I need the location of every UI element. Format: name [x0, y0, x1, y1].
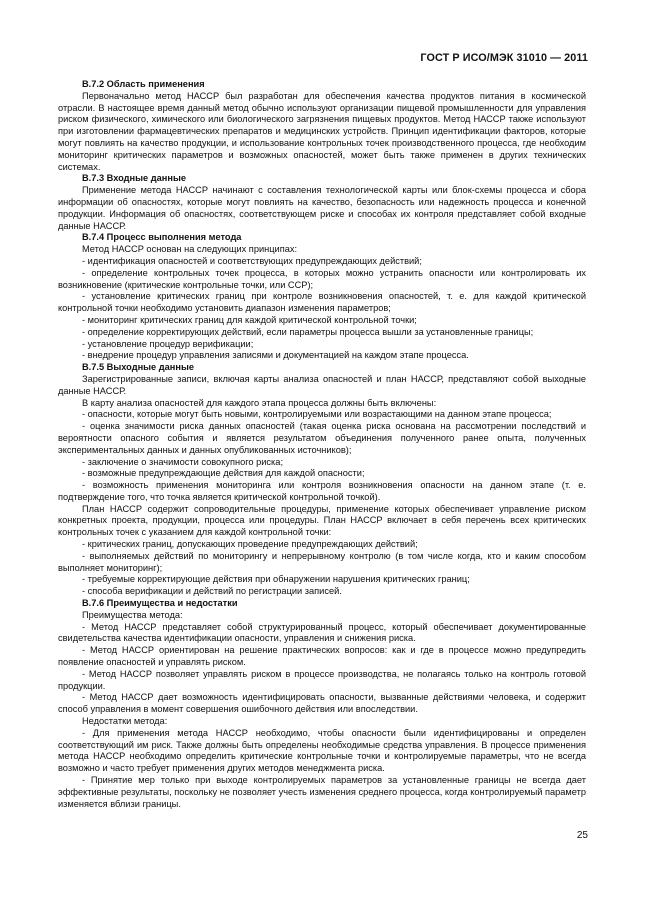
body-paragraph: - выполняемых действий по мониторингу и непрерывному контролю (в том числе когда, кто и каким способом выполняет мониторинг);	[58, 550, 586, 573]
body-paragraph: - определение корректирующих действий, если параметры процесса вышли за установленные границы;	[82, 326, 534, 337]
body-paragraph: Применение метода НАССР начинают с составления технологической карты или блок-схемы процесса и сбора информации об опасностях, которые могут повлиять на качество, безопасность или надежность процесса и конечной продукции. Информация об опасностях, соответствующем риске и способах их контроля представляет собой входные данные НАССР.	[58, 185, 586, 231]
body-paragraph: - Метод НАССР представляет собой структурированный процесс, который обеспечивает документированные свидетельства качества идентификации опасности, управления и снижения риска.	[58, 621, 586, 644]
body-paragraph: Первоначально метод НАССР был разработан для обеспечения качества продуктов питания в космической отрасли. В настоящее время данный метод обычно используют организации пищевой промышленности для управления риском физического, химического или биологического загрязнения пищевых продуктов. Метод НАССР также используют при изготовлении фармацевтических препаратов и медицинских устройств. Принцип идентификации факторов, которые могут повлиять на качество продукции, и использование контрольных точек производственного процесса, где необходим мониторинг критических параметров и возможных опасностей, может быть также применен в других технических системах.	[58, 90, 586, 172]
body-paragraph: - критических границ, допускающих проведение предупреждающих действий;	[82, 539, 418, 550]
body-paragraph: - опасности, которые могут быть новыми, контролируемыми или возрастающими на данном этапе процесса;	[82, 409, 552, 420]
body-paragraph: Преимущества метода:	[82, 609, 183, 620]
body-paragraph: - идентификация опасностей и соответствующих предупреждающих действий;	[82, 255, 422, 266]
body-paragraph: - Метод НАССР позволяет управлять риском в процессе производства, не полагаясь только на контроль готовой продукции.	[58, 668, 586, 691]
section-heading: В.7.6 Преимущества и недостатки	[82, 598, 238, 609]
body-paragraph: План НАССР содержит сопроводительные процедуры, применение которых обеспечивает управление риском конкретных проекта, продукции, процесса или процедуры. План НАССР включает в себя перечень всех критических контрольных точек с указанием для каждой контрольной точки:	[58, 503, 586, 538]
document-body	[58, 79, 586, 810]
body-paragraph: - определение контрольных точек процесса, в которых можно устранить опасности или контролировать их возникновение (критические контрольные точки, или ССР);	[58, 267, 586, 290]
body-paragraph: - требуемые корректирующие действия при обнаружении нарушения критических границ;	[82, 574, 470, 585]
document-code-header: ГОСТ Р ИСО/МЭК 31010 — 2011	[420, 52, 588, 64]
body-paragraph: Недостатки метода:	[82, 716, 168, 727]
section-heading: В.7.4 Процесс выполнения метода	[82, 232, 242, 243]
body-paragraph: - установление критических границ при контроле возникновения опасностей, т. е. для каждой критической контрольной точки необходимо установить диапазон изменения параметров;	[58, 291, 586, 314]
body-paragraph: - мониторинг критических границ для каждой критической контрольной точки;	[82, 314, 417, 325]
body-paragraph: - Метод НАССР ориентирован на решение практических вопросов: как и где в процессе можно предупредить появление опасностей и управлять риском.	[58, 645, 586, 668]
body-paragraph: - способа верификации и действий по регистрации записей.	[82, 586, 342, 597]
body-paragraph: - оценка значимости риска данных опасностей (такая оценка риска основана на рассмотрении последствий и вероятности опасного события и является результатом объединения полученного ранее опыта, полученных экспериментальных данных и данных опубликованных источников);	[58, 421, 586, 455]
body-paragraph: - заключение о значимости совокупного риска;	[82, 456, 284, 467]
body-paragraph: Зарегистрированные записи, включая карты анализа опасностей и план НАССР, представляют собой выходные данные НАССР.	[58, 373, 586, 396]
body-paragraph: В карту анализа опасностей для каждого этапа процесса должны быть включены:	[82, 397, 437, 408]
section-heading: В.7.5 Выходные данные	[82, 362, 195, 373]
body-paragraph: - возможные предупреждающие действия для каждой опасности;	[82, 468, 365, 479]
section-heading: В.7.2 Область применения	[82, 79, 205, 89]
body-paragraph: Метод НАССР основан на следующих принципах:	[82, 244, 298, 255]
body-paragraph: - установление процедур верификации;	[82, 338, 254, 349]
page-number: 25	[576, 830, 588, 841]
body-paragraph: - Метод НАССР дает возможность идентифицировать опасности, вызванные действиями человека, и содержит способ управления в момент совершения ошибочного действия или впоследствии.	[58, 692, 586, 715]
body-paragraph: - Принятие мер только при выходе контролируемых параметров за установленные границы не всегда дает эффективные результаты, поскольку не позволяет учесть изменения среднего процесса, когда контролируемый параметр изменяется вблизи границы.	[58, 775, 587, 809]
body-paragraph: - внедрение процедур управления записями и документацией на каждом этапе процесса.	[82, 350, 469, 361]
body-paragraph: - возможность применения мониторинга или контроля возникновения опасности на данном этапе (т. е. подтверждение того, что точка является критической контрольной точкой).	[58, 480, 586, 502]
section-heading: В.7.3 Входные данные	[82, 173, 186, 184]
body-paragraph: - Для применения метода НАССР необходимо, чтобы опасности были идентифицированы и определен соответствующий им риск. Также должны быть определены необходимые средства управления. В процессе применения метода НАССР необходимо определить критические контрольные точки и контролируемые параметры, что не всегда возможно и часто требует применения других методов менеджмента риска.	[58, 727, 586, 774]
